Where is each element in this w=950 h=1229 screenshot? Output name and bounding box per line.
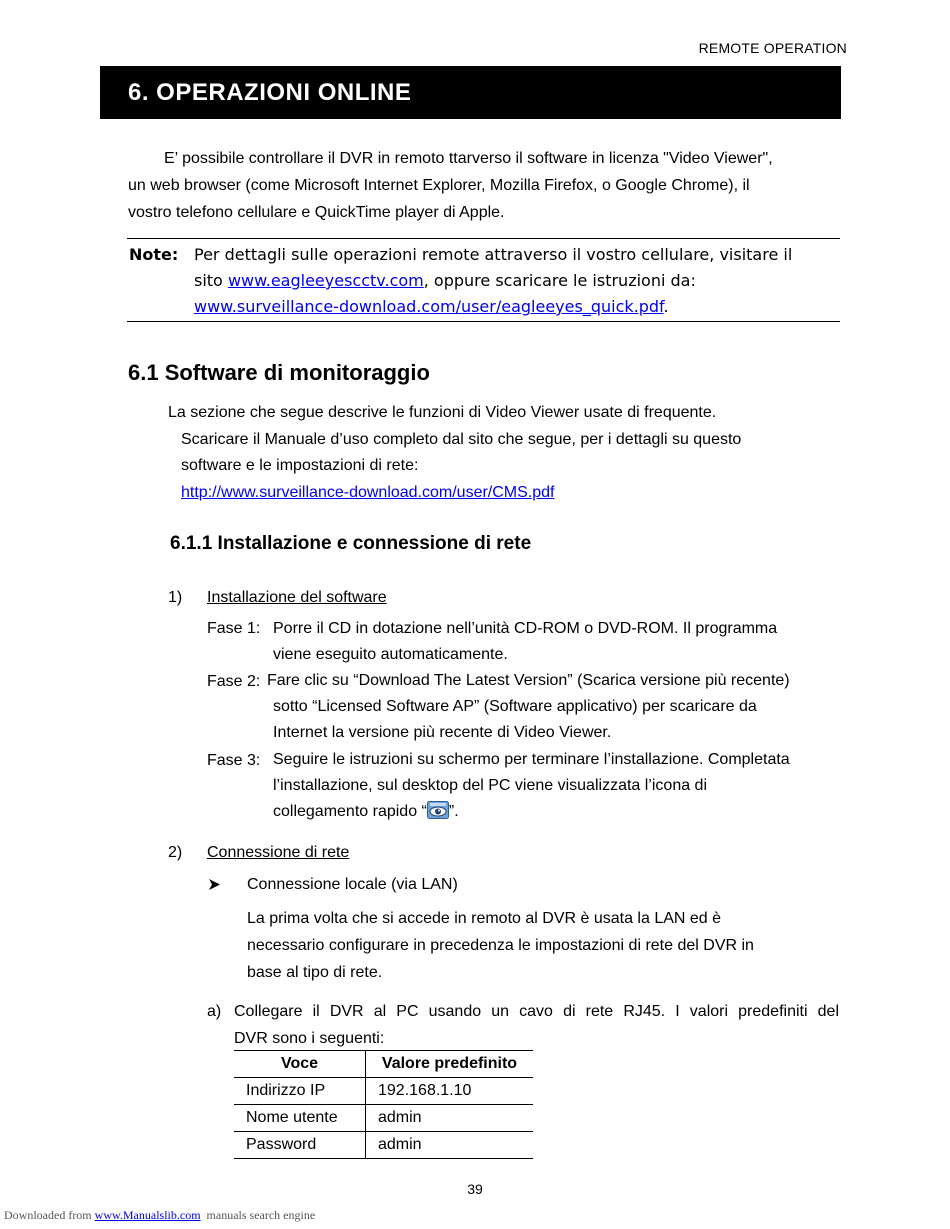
step-1-text [273,616,843,668]
lan-paragraph [247,905,827,986]
note-line-2 [194,268,839,294]
list-number-2: 2) [168,844,183,861]
step-3-line-3a: collegamento rapido “ [273,803,427,820]
step-1-line-1: Porre il CD in dotazione nell’unità CD-ROM o DVD-ROM. Il programma [273,620,778,637]
chapter-title: 6. OPERAZIONI ONLINE [128,78,412,106]
step-3-line-1: Seguire le istruzioni su schermo per terminare l’installazione. Completata [273,751,790,768]
section-6-1-line-3: software e le impostazioni di rete: [181,457,419,474]
item-1-title: Installazione del software [207,589,387,606]
step-a-line-2: DVR sono i seguenti: [234,1030,385,1047]
step-3-line-2: l’installazione, sul desktop del PC viene visualizzata l’icona di [273,777,708,794]
bullet-lan-connection: Connessione locale (via LAN) [247,876,458,893]
section-6-1-1-heading: 6.1.1 Installazione e connessione di rete [170,533,532,554]
step-1-line-2: viene eseguito automaticamente. [273,646,508,663]
table-row [234,1132,533,1159]
section-6-1-line-1: La sezione che segue descrive le funzioni di Video Viewer usate di frequente. [168,404,717,421]
step-2-line-1: Fare clic su “Download The Latest Version” (Scarica versione più recente) [267,672,790,689]
table-row [234,1105,533,1132]
step-2-text [267,668,847,746]
step-a-label: a) [207,1003,222,1020]
step-3-text [273,747,843,825]
step-2-line-2: sotto “Licensed Software AP” (Software applicativo) per scaricare da [273,698,757,715]
step-3-label: Fase 3: [207,752,261,769]
video-viewer-eye-icon [427,801,449,819]
item-2-title: Connessione di rete [207,844,350,861]
arrowhead-bullet-icon [208,878,221,891]
intro-line-3: vostro telefono cellulare e QuickTime player di Apple. [128,204,505,221]
cms-manual-link[interactable]: http://www.surveillance-download.com/user/CMS.pdf [181,484,555,501]
running-header: REMOTE OPERATION [698,40,847,56]
step-3-line-3b: ”. [448,803,459,820]
lan-para-line-1: La prima volta che si accede in remoto al DVR è usata la LAN ed è [247,910,722,927]
step-a-line-1: Collegare il DVR al PC usando un cavo di rete RJ45. I valori predefiniti del [234,1003,839,1020]
table-row [234,1078,533,1105]
eagleeyes-link[interactable]: www.eagleeyescctv.com [227,271,424,290]
footer-prefix: Downloaded from [4,1208,95,1222]
note-text-2a: sito [194,271,228,290]
download-footer [4,1208,315,1223]
step-3-line-3 [273,799,843,825]
step-a-text [234,998,839,1052]
page-number: 39 [467,1181,483,1197]
table-cell-item: Nome utente [234,1105,366,1132]
note-text-2b: , oppure scaricare le istruzioni da: [423,271,696,290]
intro-line-1: E’ possibile controllare il DVR in remoto ttarverso il software in licenza "Video Viewer", [164,150,773,167]
list-number-1: 1) [168,589,183,606]
manualslib-link[interactable]: www.Manualslib.com [94,1208,201,1222]
table-cell-item: Indirizzo IP [234,1078,366,1105]
step-2-line-3: Internet la versione più recente di Video Viewer. [273,724,612,741]
note-label: Note: [129,245,179,264]
note-line-1: Per dettagli sulle operazioni remote attraverso il vostro cellulare, visitare il [194,245,793,264]
note-box [127,238,840,322]
section-6-1-line-2: Scaricare il Manuale d’uso completo dal sito che segue, per i dettagli su questo [181,431,742,448]
table-cell-item: Password [234,1132,366,1159]
table-cell-value: 192.168.1.10 [366,1078,534,1105]
intro-paragraph [128,145,840,226]
table-header-row [234,1051,533,1078]
step-2-label: Fase 2: [207,673,261,690]
step-1-label: Fase 1: [207,620,261,637]
table-cell-value: admin [366,1105,534,1132]
intro-line-2: un web browser (come Microsoft Internet Explorer, Mozilla Firefox, o Google Chrome), il [128,177,750,194]
table-header-valore: Valore predefinito [366,1051,534,1078]
chapter-title-bar [100,66,841,119]
section-6-1-heading: 6.1 Software di monitoraggio [128,360,430,385]
note-text-3b: . [663,297,669,316]
table-cell-value: admin [366,1132,534,1159]
quick-guide-link[interactable]: www.surveillance-download.com/user/eagleeyes_quick.pdf [194,297,664,316]
lan-para-line-2: necessario configurare in precedenza le impostazioni di rete del DVR in [247,937,754,954]
note-text [194,242,839,320]
lan-para-line-3: base al tipo di rete. [247,964,383,981]
default-values-table [234,1050,533,1159]
note-line-3 [194,294,839,320]
table-header-voce: Voce [234,1051,366,1078]
footer-suffix: manuals search engine [200,1208,316,1222]
